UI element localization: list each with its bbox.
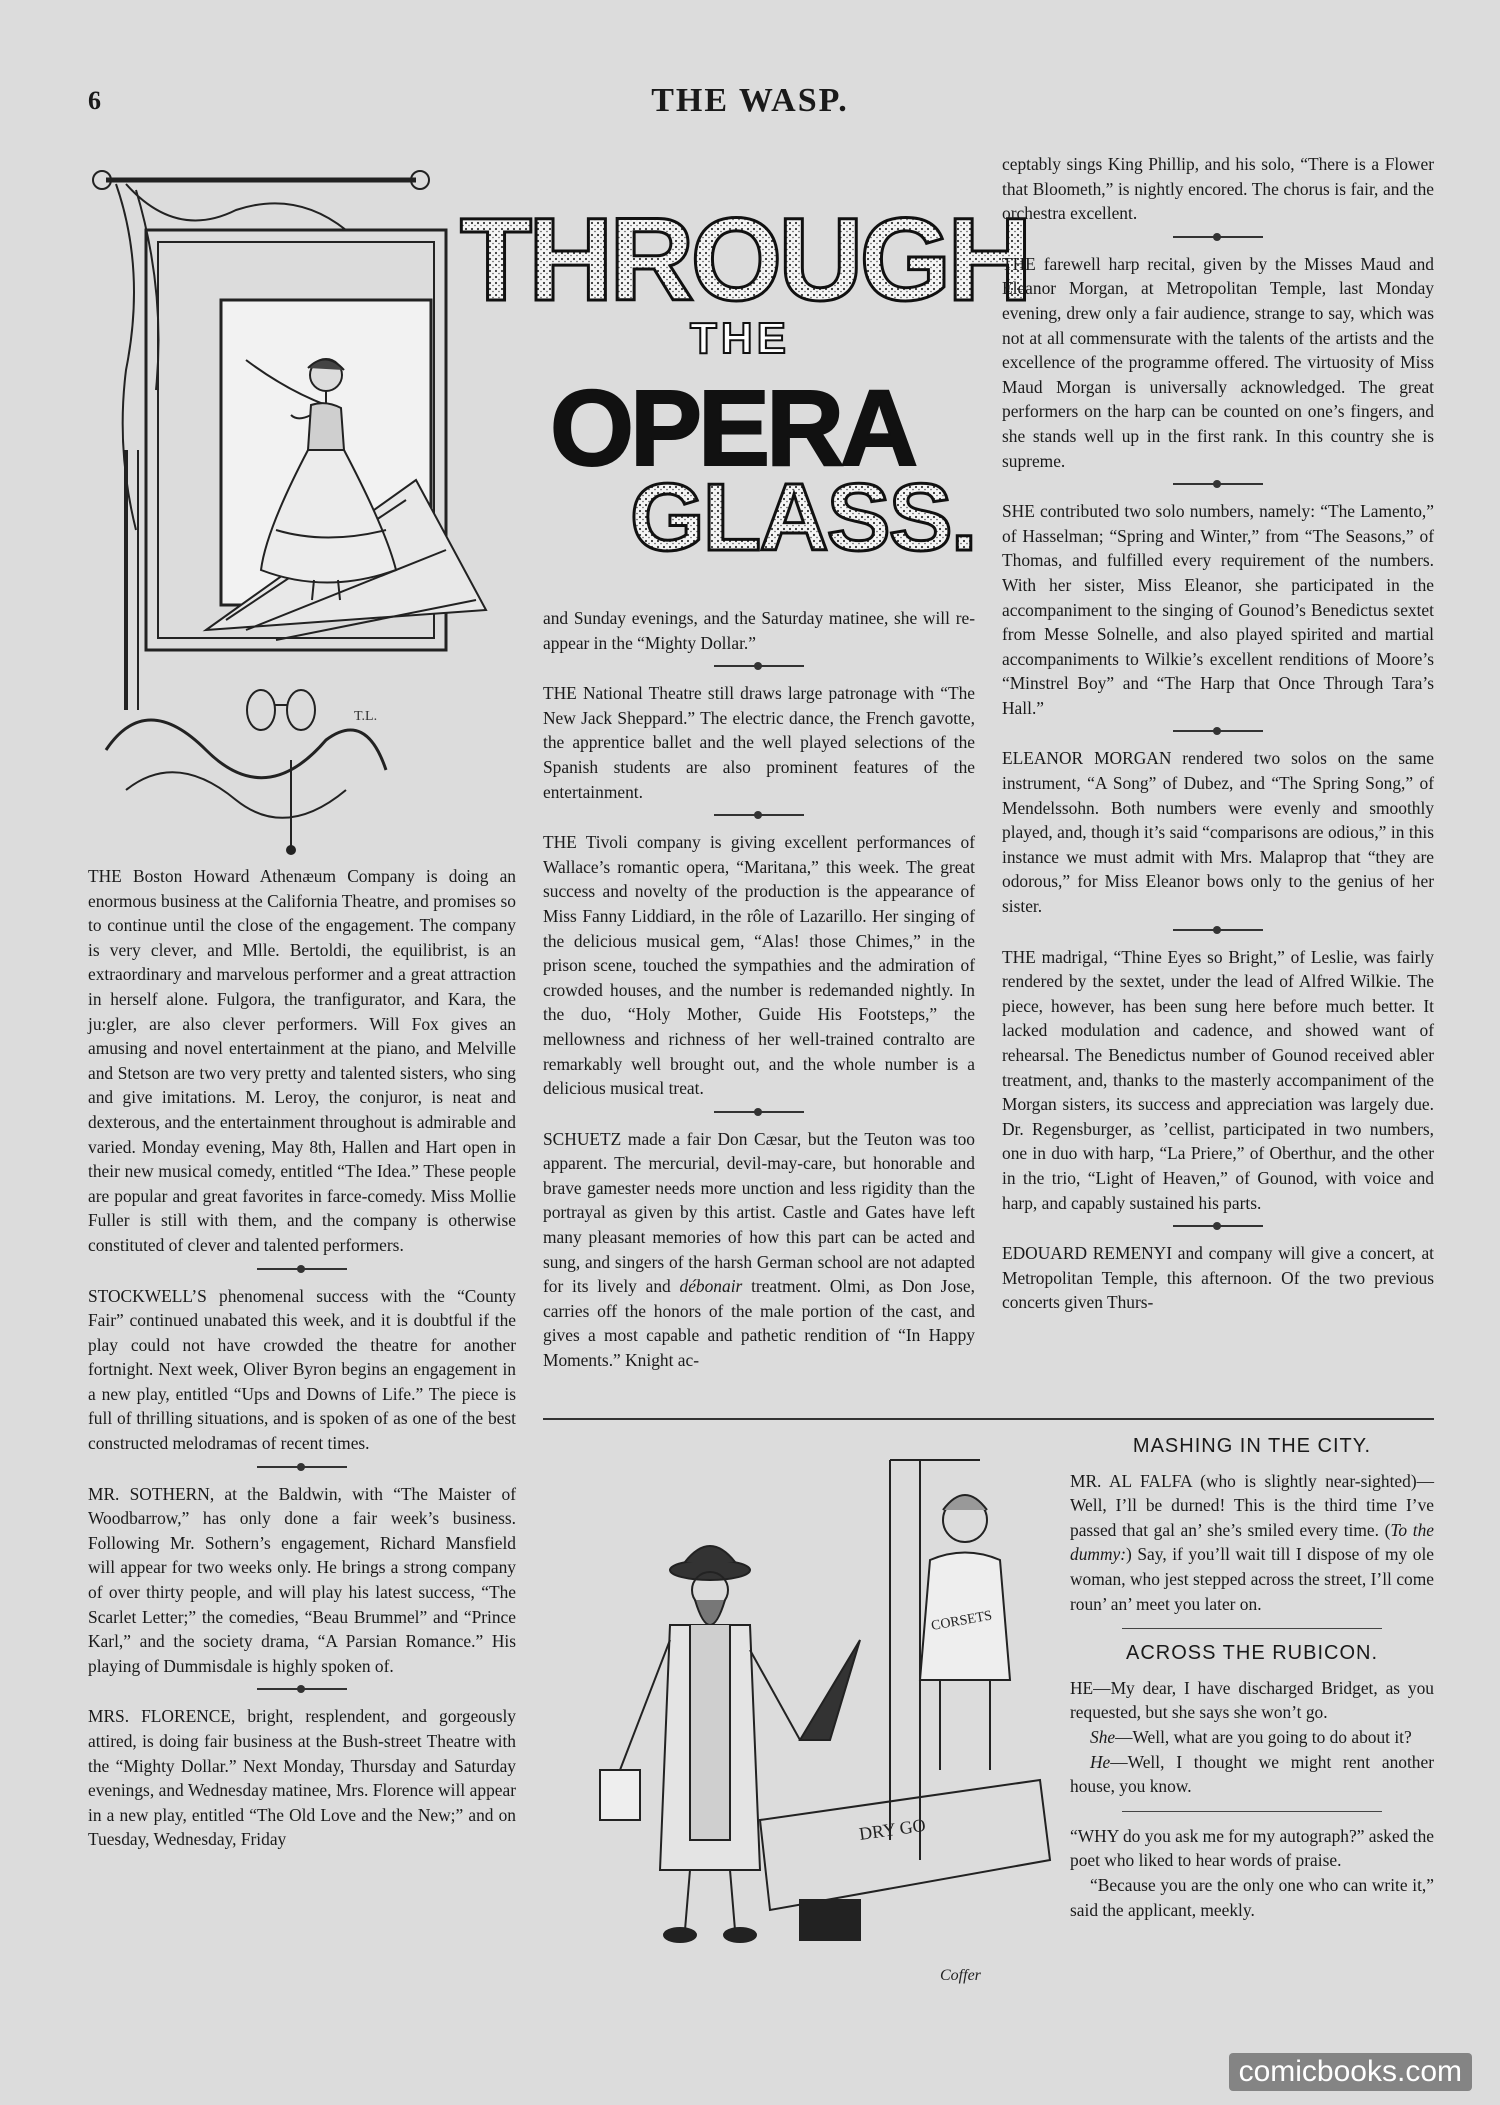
title-line-glass: GLASS. [630, 464, 976, 571]
cartoon-illustration [560, 1440, 1060, 2000]
article-tivoli: THE Tivoli company is giving excellent performances of Wallace’s romantic opera, “Maritana,” this week. The great success and novelty of the production is the appearance of Miss Fanny Liddiard, in the rôle of Lazarillo. Her singing of the delicious musical gem, “Alas! those Chimes,” in the prison scene, touched the sympathies and the admiration of crowded houses, and the number is redemanded nightly. In the duo, “Holy Mother, Guide His Footsteps,” the mellowness and richness of her well-trained contralto are remarkably well brought out, and the whole number is a delicious musical treat. [543, 832, 975, 1099]
title-line-through: THROUGH [460, 194, 1029, 326]
section-divider [257, 1466, 347, 1468]
section-divider [257, 1688, 347, 1690]
article-remenyi: EDOUARD REMENYI and company will give a concert, at Metropolitan Temple, this afternoon. Of the two previous concerts given Thurs- [1002, 1243, 1434, 1313]
title-lettering [440, 185, 1029, 571]
joke-mashing: MR. AL FALFA (who is slightly near-sighted)—Well, I’ll be durned! This is the third time I’ve passed that gal an’ she’s smiled every time. (To the dummy:) Say, if you’ll wait till I dispose of my ole woman, who jest stepped across the street, I’ll come roun’ an’ meet you later on. [1070, 1470, 1434, 1614]
article-harp-recital: THE farewell harp recital, given by the Misses Maud and Eleanor Morgan, at Metropolitan Temple, last Monday evening, drew only a fair audience, strange to say, which was not at all commensurate with the talents of the artists and the excellence of the programme offered. The virtuosity of Miss Maud Morgan is universally acknowledged. The great performers on the harp can be counted on one’s fingers, and she stands well up in the first rank. In this country she is supreme. [1002, 253, 1434, 471]
section-divider [1173, 236, 1263, 238]
joke-rubicon-line3: He—Well, I thought we might rent another house, you know. [1070, 1751, 1434, 1797]
joke-autograph-line1: “WHY do you ask me for my autograph?” asked the poet who liked to hear words of praise. [1070, 1825, 1434, 1871]
article-eleanor-morgan: ELEANOR MORGAN rendered two solos on the same instrument, “A Song” of Dubez, and “The Spring Song,” of Mendelssohn. Both numbers were evenly and smoothly played, and, though it’s said “comparisons are odious,” in this instance we must admit with Mrs. Malaprop that “they are odorous,” for Miss Eleanor bows only to the genius of her sister. [1002, 748, 1434, 917]
section-divider [257, 1268, 347, 1270]
joke-divider [1122, 1628, 1382, 1629]
cartoon-sign-text: CORSETS [930, 1608, 994, 1634]
vignette-initials: T.L. [354, 709, 378, 724]
section-divider [1173, 730, 1263, 732]
cartoon-top-rule [543, 1418, 1434, 1420]
joke-divider [1122, 1811, 1382, 1812]
joke-heading-mashing: MASHING IN THE CITY. [1132, 1435, 1372, 1457]
masthead: THE WASP. [651, 82, 849, 119]
section-divider [714, 814, 804, 816]
section-divider [714, 665, 804, 667]
joke-rubicon-line1: HE—My dear, I have discharged Bridget, as you requested, but she says she won’t go. [1070, 1677, 1434, 1723]
cartoon-signature: Coffer [940, 1967, 981, 1984]
page-number: 6 [88, 86, 101, 115]
column-1 [88, 864, 516, 1852]
article-stockwells: STOCKWELL’S phenomenal success with the “County Fair” continued unabated this week, and it is doubtful if the play could not have crowded the theatre for another fortnight. Next week, Oliver Byron begins an engagement in a new play, entitled “Ups and Downs of Life.” The piece is full of thrilling situations, and is spoken of as one of the best constructed melodramas of recent times. [88, 1285, 516, 1454]
title-line-the: THE [690, 314, 790, 363]
title-line-opera: OPERA [550, 367, 915, 488]
cartoon-street-text: DRY GO [857, 1814, 927, 1844]
jokes-column [1070, 1430, 1434, 1922]
section-divider [1173, 929, 1263, 931]
column-2 [543, 606, 975, 1373]
section-divider [1173, 483, 1263, 485]
article-madrigal: THE madrigal, “Thine Eyes so Bright,” of Leslie, was fairly rendered by the sextet, under the lead of Alfred Wilkie. The piece, however, has been sung here before much better. It lacked modulation and cadence, and showed want of rehearsal. The Benedictus number of Gounod received abler treatment, and, thanks to the masterly accompaniment of the Morgan sisters, its success and appreciation was largely due. Dr. Regensburger, as ’cellist, participated in two numbers, one in duo with harp, “La Priere,” of Oberthur, and the other in the trio, “Light of Heaven,” of Gounod, with voice and harp, and capably sustained his parts. [1002, 946, 1434, 1213]
article-national-theatre: THE National Theatre still draws large patronage with “The New Jack Sheppard.” The electric dance, the French gavotte, the apprentice ballet and the well played selections of the Spanish students are also prominent features of the entertainment. [543, 683, 975, 802]
article-mighty-dollar-continued: and Sunday evenings, and the Saturday matinee, she will re-appear in the “Mighty Dollar.” [543, 608, 975, 653]
article-boston-howard: THE Boston Howard Athenæum Company is doing an enormous business at the California Theatre, and promises so to continue until the close of the engagement. The company is very clever, and Mlle. Bertoldi, the equilibrist, is an extraordinary and marvelous performer and a great attraction in herself alone. Fulgora, the tranfigurator, and Kara, the ju:gler, are also clever performers. Will Fox gives an amusing and novel entertainment at the piano, and Melville and Stetson are two very pretty and talented sisters, who sing and give imitations. M. Leroy, the conjuror, is neat and dexterous, and the entertainment throughout is admirable and varied. Monday evening, May 8th, Hallen and Hart open in their new musical comedy, entitled “The Idea.” These people are popular and great favorites in farce-comedy. Miss Mollie Fuller is still with them, and the company is otherwise constituted of clever and talented performers. [88, 866, 516, 1255]
joke-rubicon-line2: She—Well, what are you going to do about it? [1090, 1726, 1412, 1747]
article-sothern: MR. SOTHERN, at the Baldwin, with “The Maister of Woodbarrow,” has only done a fair week’s business. Following Mr. Sothern’s engagement, Richard Mansfield will appear for two weeks only. He brings a strong company of over thirty people, and will play his latest success, “The Scarlet Letter;” the comedies, “Beau Brummel” and “Prince Karl,” and the society drama, “A Parsian Romance.” His playing of Dummisdale is highly spoken of. [88, 1483, 516, 1676]
site-watermark: comicbooks.com [1229, 2053, 1472, 2091]
article-king-phillip-continued: ceptably sings King Phillip, and his solo, “There is a Flower that Bloometh,” is nightly encored. The chorus is fair, and the orchestra excellent. [1002, 154, 1434, 224]
article-mrs-florence: MRS. FLORENCE, bright, resplendent, and gorgeously attired, is doing fair business at the Bush-street Theatre with the “Mighty Dollar.” Next Monday, Thursday and Saturday evenings, and Wednesday matinee, Mrs. Florence will appear in a new play, entitled “The Old Love and the New;” and on Tuesday, Wednesday, Friday [88, 1706, 516, 1850]
section-divider [714, 1111, 804, 1113]
section-divider [1173, 1225, 1263, 1227]
joke-autograph-line2: “Because you are the only one who can write it,” said the applicant, meekly. [1070, 1874, 1434, 1920]
joke-heading-rubicon: ACROSS THE RUBICON. [1126, 1642, 1378, 1665]
article-she-contributed: SHE contributed two solo numbers, namely: “The Lamento,” of Hasselman; “Spring and Winter,” from “The Seasons,” of Thomas, and fulfilled every requirement of the numbers. With her sister, Miss Eleanor, she participated in the accompaniment to the singing of Gounod’s Benedictus sextet from Messe Solnelle, and also played spirited and martial accompaniments to Wilkie’s excellent renditions of Moore’s “Minstrel Boy” and “The Harp that Once Through Tara’s Hall.” [1002, 501, 1434, 718]
column-3 [1002, 152, 1434, 1315]
article-schuetz: SCHUETZ made a fair Don Cæsar, but the Teuton was too apparent. The mercurial, devil-may-care, but honorable and brave gamester needs more unction and less rigidity than the portrayal as given by this artist. Castle and Gates have left many pleasant memories of how this part can be acted and sung, and singers of the harsh German school are not adapted for its lively and débonair treatment. Olmi, as Don Jose, carries off the honors of the male portion of the cast, and gives a most capable and pathetic rendition of “In Happy Moments.” Knight ac- [543, 1128, 975, 1371]
